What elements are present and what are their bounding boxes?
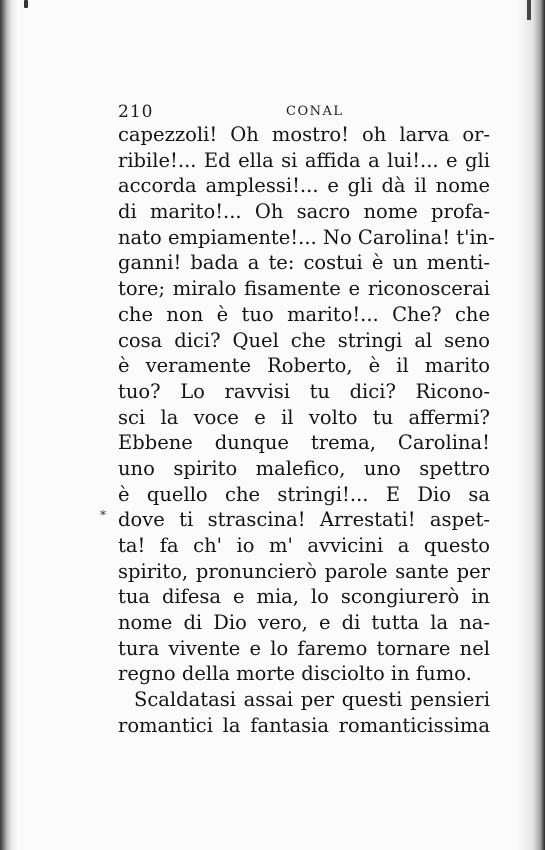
text-line: sci la voce e il volto tu affermi? — [118, 405, 490, 429]
text-line: è quello che stringi!... E Dio sa — [118, 482, 490, 506]
text-line: accorda amplessi!... e gli dà il nome — [118, 174, 490, 198]
page-right-edge-shadow — [517, 0, 545, 850]
text-line: tua difesa e mia, lo scongiurerò in — [118, 585, 490, 609]
text-line: che non è tuo marito!... Che? che — [118, 302, 490, 326]
text-line: tore; miralo fisamente e riconoscerai — [118, 277, 490, 301]
scan-mark-top — [24, 0, 28, 8]
body-text — [118, 122, 495, 739]
text-line: Ebbene dunque trema, Carolina! — [118, 431, 490, 455]
margin-mark: * — [100, 508, 106, 522]
text-line: di marito!... Oh sacro nome profa- — [118, 200, 490, 224]
page-header — [118, 102, 490, 122]
text-line-paragraph-start: Scaldatasi assai per questi pensieri — [134, 688, 490, 712]
text-line: nome di Dio vero, e di tutta la na- — [118, 611, 490, 635]
text-line: romantici la fantasia romanticissima — [118, 713, 490, 737]
text-line: nato empiamente!... No Carolina! t'in- — [118, 225, 495, 249]
running-head: CONAL — [286, 104, 344, 119]
text-line-paragraph-end: regno della morte disciolto in fumo. — [118, 662, 472, 686]
text-line: spirito, pronuncierò parole sante per — [118, 559, 490, 583]
text-line: è veramente Roberto, è il marito — [118, 354, 490, 378]
text-line: tuo? Lo ravvisi tu dici? Ricono- — [118, 379, 490, 403]
text-line: capezzoli! Oh mostro! oh larva or- — [118, 123, 490, 146]
page-number: 210 — [118, 102, 154, 122]
text-line: uno spirito malefico, uno spettro — [118, 456, 490, 480]
scan-mark-right — [527, 0, 531, 20]
text-line: cosa dici? Quel che stringi al seno — [118, 328, 490, 352]
text-line: ta! fa ch' io m' avvicini a questo — [118, 534, 490, 557]
page-left-edge-shadow — [0, 0, 18, 850]
text-line: tura vivente e lo faremo tornare nel — [118, 636, 490, 660]
text-line: dove ti strascina! Arrestati! aspet- — [118, 508, 490, 532]
text-line: ganni! bada a te: costui è un menti- — [118, 251, 490, 275]
text-line: ribile!... Ed ella si affida a lui!... e gli — [118, 148, 490, 172]
